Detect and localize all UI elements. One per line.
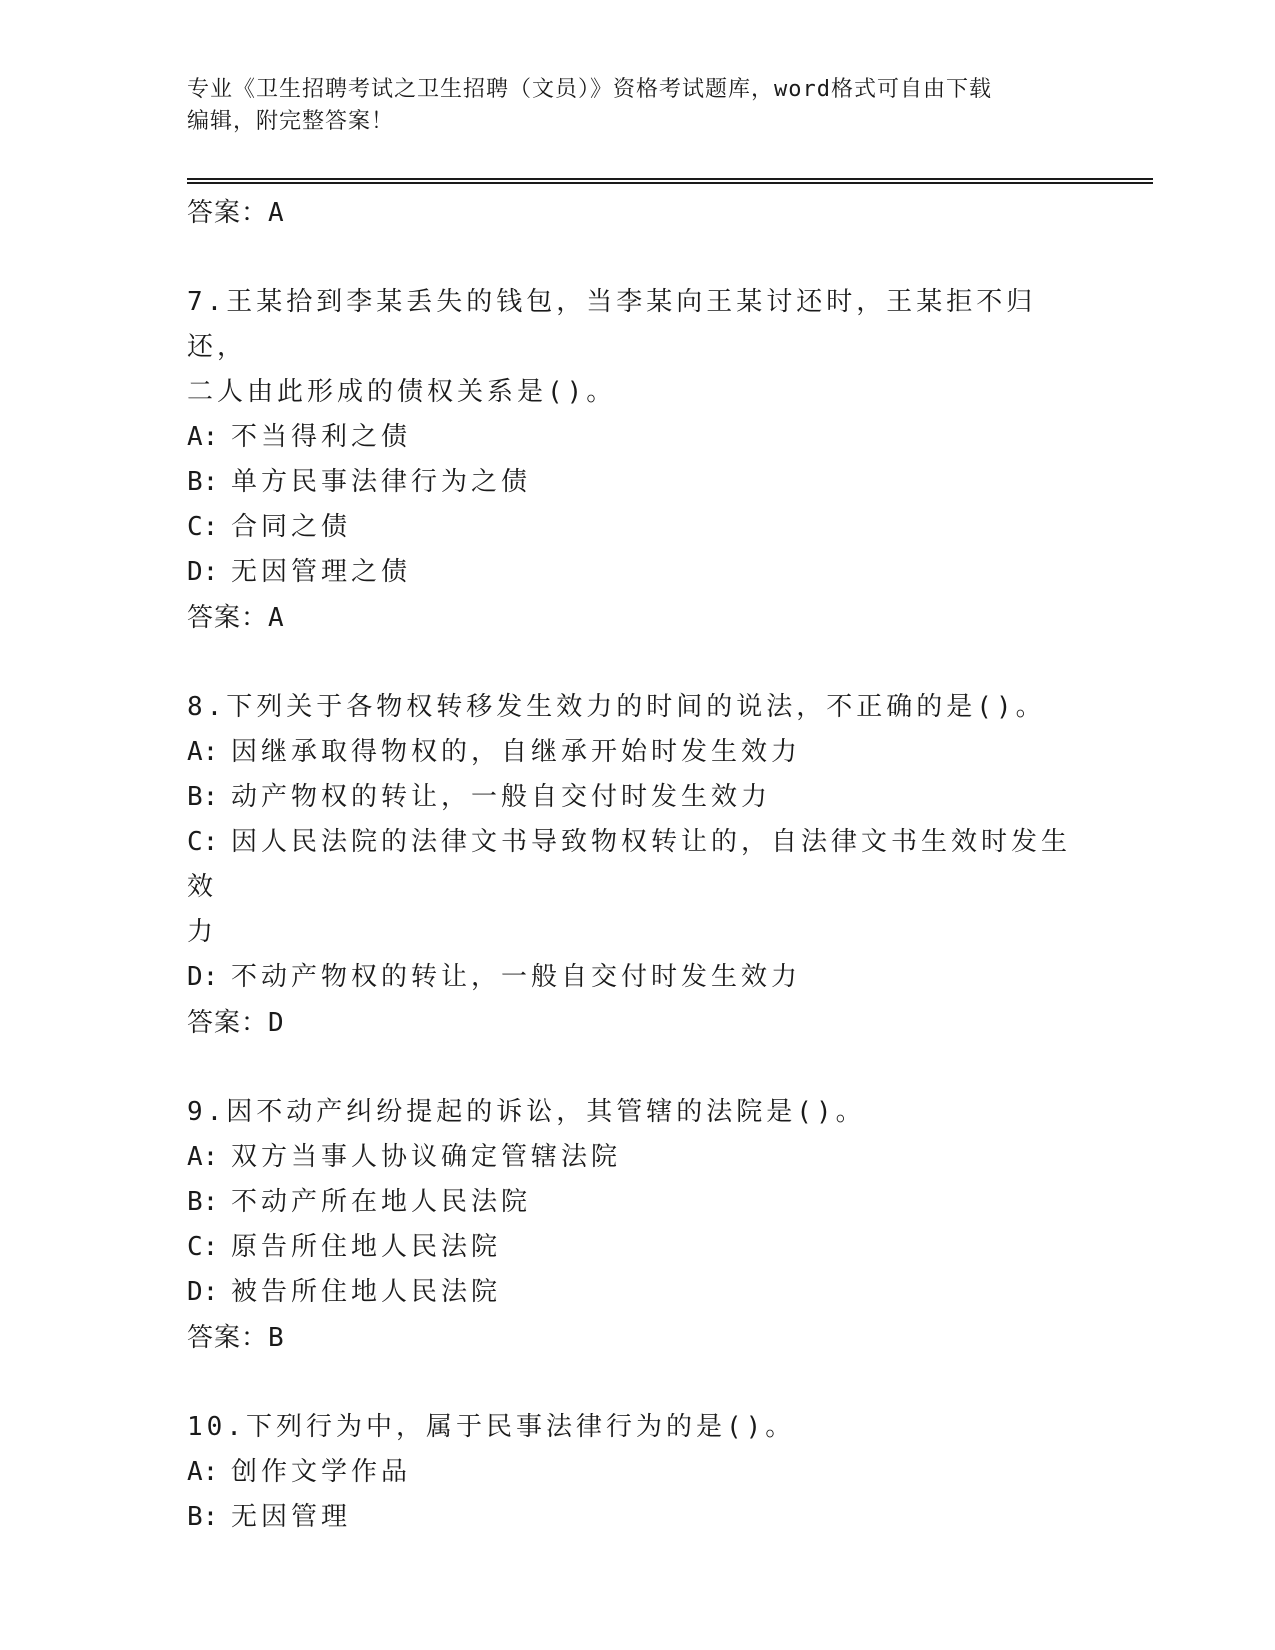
option-key: B: — [187, 1187, 219, 1217]
option-text: 力 — [187, 917, 218, 947]
document-header — [187, 74, 1067, 138]
option-item — [187, 1135, 1087, 1180]
option-text: 动产物权的转让，一般自交付时发生效力 — [231, 782, 772, 812]
option-text: 因继承取得物权的，自继承开始时发生效力 — [231, 737, 802, 767]
option-item — [187, 1225, 1087, 1270]
answer-line — [187, 190, 1087, 236]
answer-value: A — [268, 603, 285, 633]
answer-line — [187, 595, 1087, 641]
question-block — [187, 1090, 1087, 1361]
option-key: A: — [187, 1142, 219, 1172]
option-item — [187, 730, 1087, 775]
answer-line — [187, 1000, 1087, 1046]
option-text: 双方当事人协议确定管辖法院 — [231, 1142, 622, 1172]
option-key: A: — [187, 737, 219, 767]
option-text: 不动产所在地人民法院 — [231, 1187, 532, 1217]
option-item — [187, 460, 1087, 505]
question-block — [187, 685, 1087, 1046]
question-text: 10.下列行为中，属于民事法律行为的是()。 — [187, 1412, 796, 1442]
option-text: 被告所住地人民法院 — [231, 1277, 502, 1307]
question-text: 7.王某拾到李某丢失的钱包，当李某向王某讨还时，王某拒不归还， — [187, 287, 1037, 362]
header-divider — [187, 178, 1153, 184]
question-list — [187, 190, 1087, 1540]
option-key: A: — [187, 1457, 219, 1487]
option-key: C: — [187, 827, 219, 857]
option-key: B: — [187, 467, 219, 497]
option-text: 因人民法院的法律文书导致物权转让的，自法律文书生效时发生效 — [187, 827, 1072, 902]
question-text: 8.下列关于各物权转移发生效力的时间的说法，不正确的是()。 — [187, 692, 1046, 722]
option-item — [187, 955, 1087, 1000]
answer-label: 答案： — [187, 1008, 269, 1038]
option-item — [187, 1180, 1087, 1225]
option-text: 创作文学作品 — [231, 1457, 412, 1487]
option-text: 无因管理 — [231, 1502, 352, 1532]
answer-value: A — [268, 198, 285, 228]
question-text: 二人由此形成的债权关系是()。 — [187, 377, 617, 407]
option-item — [187, 1270, 1087, 1315]
answer-value: D — [268, 1008, 285, 1038]
option-key: D: — [187, 1277, 219, 1307]
answer-label: 答案： — [187, 603, 269, 633]
option-item — [187, 415, 1087, 460]
option-item — [187, 775, 1087, 820]
answer-label: 答案： — [187, 1323, 269, 1353]
option-item — [187, 1450, 1087, 1495]
option-text: 不当得利之债 — [231, 422, 412, 452]
question-block — [187, 280, 1087, 641]
option-item — [187, 550, 1087, 595]
option-text: 无因管理之债 — [231, 557, 412, 587]
header-line-1: 专业《卫生招聘考试之卫生招聘（文员）》资格考试题库，word格式可自由下载 — [187, 77, 992, 102]
option-text: 原告所住地人民法院 — [231, 1232, 502, 1262]
option-key: D: — [187, 557, 219, 587]
answer-label: 答案： — [187, 198, 269, 228]
option-item — [187, 505, 1087, 550]
option-key: A: — [187, 422, 219, 452]
question-block — [187, 1405, 1087, 1540]
option-item — [187, 910, 1087, 955]
option-text: 不动产物权的转让，一般自交付时发生效力 — [231, 962, 802, 992]
option-key: C: — [187, 512, 219, 542]
option-text: 合同之债 — [231, 512, 352, 542]
option-key: B: — [187, 782, 219, 812]
question-text: 9.因不动产纠纷提起的诉讼，其管辖的法院是()。 — [187, 1097, 866, 1127]
option-key: D: — [187, 962, 219, 992]
answer-line — [187, 1315, 1087, 1361]
header-line-2: 编辑，附完整答案！ — [187, 109, 395, 134]
option-key: C: — [187, 1232, 219, 1262]
option-item — [187, 1495, 1087, 1540]
answer-value: B — [268, 1323, 285, 1353]
option-key: B: — [187, 1502, 219, 1532]
option-item — [187, 820, 1087, 910]
option-text: 单方民事法律行为之债 — [231, 467, 532, 497]
